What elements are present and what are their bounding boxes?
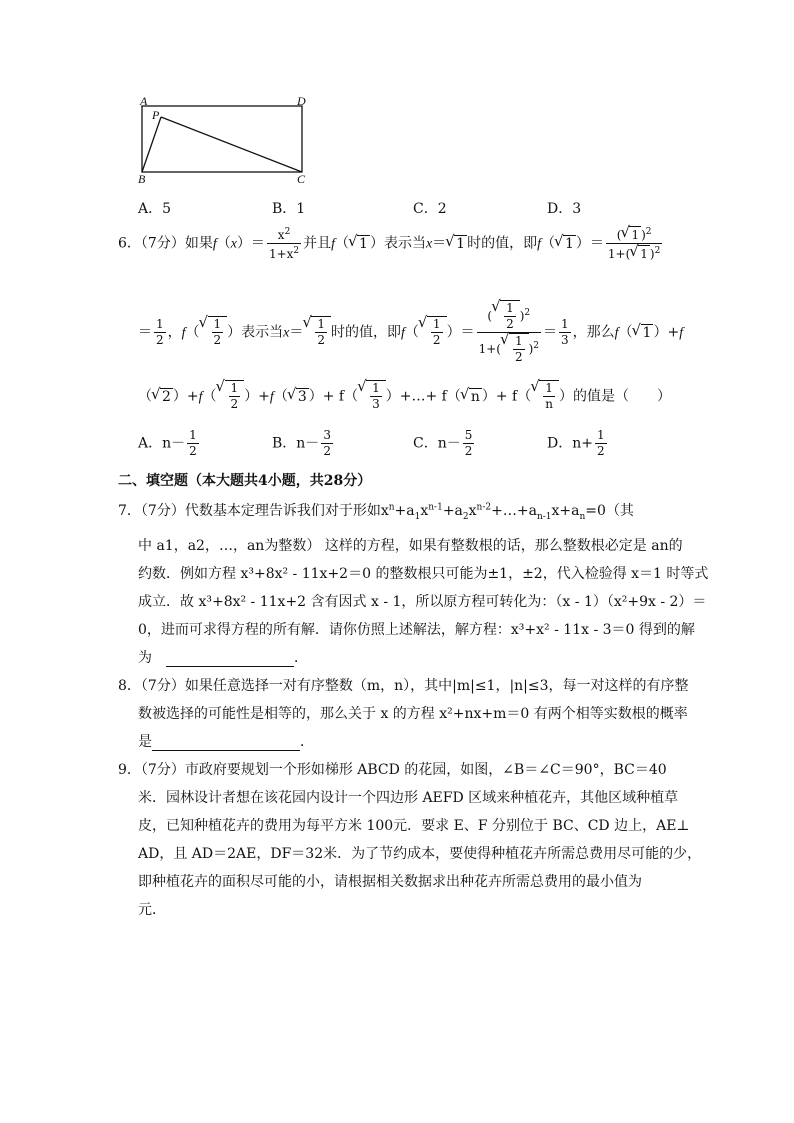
q7-line6: 为 ． [138,650,308,666]
q5-option-d: D．3 [547,201,582,217]
section-heading-fill-in: 二、填空题（本大题共4小题，共28分） [118,473,372,489]
q6-line3-tail: 的值是（ ） [572,388,671,405]
q5-option-a: A．5 [138,201,172,217]
vertex-label-c: C [297,172,306,186]
q6-f1-fraction: $\frac{(√ 1 )^2}{1+(√ 1 )^2}$ [606,225,662,262]
geometry-figure [130,92,320,196]
q7-line5: 0，进而可求得方程的所有解．请你仿照上述解法，解方程：x³+x² - 11x - 3＝0 得到的解 [138,622,695,638]
segment-pb [142,117,161,172]
q6-option-b-label: B．n－ [272,435,320,452]
q9-line4: AD，且 AD＝2AE，DF＝32米．为了节约成本，要使得种植花卉所需总费用尽可能的少， [138,846,702,862]
q6-text-1: 并且 [303,235,332,252]
q7-answer-blank[interactable] [166,652,294,667]
q8-answer-blank[interactable] [152,736,300,751]
q5-option-b: B．1 [272,201,306,217]
q6-option-c-label: C．n－ [413,435,461,452]
q9-line3: 皮，已知种植花卉的费用为每平方米 100元．要求 E、F 分别位于 BC、CD 边上，AE⊥ [138,818,690,834]
q9-line1: 9．（7分）市政府要规划一个形如梯形 ABCD 的花园，如图，∠B＝∠C＝90°，BC＝40 [118,762,667,778]
segment-pc [161,117,302,172]
q6-line2-text2: 时的值，即 [331,324,402,341]
q6-line3: （√ 2 ）+f（ √ $\frac{1}{2}$ ）+f（√ 3 ）+ f（ √ $\frac{1}{3}$ ）+…+ f（√ n ）+ f（ √ $\frac{1}{n}$ ）的值是（ ） [138,380,671,412]
q6-line1: 6．（7分）如果f（x）＝ $\frac{x^2}{1+x^2}$ 并且f（√ 1 ）表示当x＝√ 1 时的值，即f（√ 1 ）＝ $\frac{(√ 1 )^2}{1+(√ 1 )^2}$ [118,225,664,262]
q9-line2: 米．园林设计者想在该花园内设计一个四边形 AEFD 区域来种植花卉，其他区域种植草 [138,790,679,806]
q8-line3: 是 ． [138,734,314,750]
q6-line2-tail: ，那么 [572,324,615,341]
q6-line2-text1: 表示当 [241,324,284,341]
q8-line1: 8．（7分）如果任意选择一对有序整数（m，n），其中|m|≤1，|n|≤3，每一对这样的有序整 [118,678,689,694]
q6-prefix: 6．（7分）如果 [118,235,213,252]
point-label-p: P [152,108,160,122]
q8-line3-text: 是 [138,734,152,750]
q6-text-2: 表示当 [383,235,426,252]
q7-line6-text: 为 [138,650,152,666]
rectangle-abcd-diagram [130,92,320,192]
q6-def-fraction: $\frac{x^2}{1+x^2}$ [268,227,300,261]
q8-line2: 数被选择的可能性是相等的，那么关于 x 的方程 x²+nx+m＝0 有两个相等实数根的概率 [138,706,688,722]
vertex-label-a: A [140,94,148,108]
vertex-label-d: D [297,94,306,108]
q6-option-a: A．n－ $\frac{1}{2}$ [138,428,197,458]
q6-option-c: C．n－ $\frac{5}{2}$ [413,428,473,458]
q6-option-d: D．n+ $\frac{1}{2}$ [547,428,605,458]
q7-line2: 中 a1，a2，…，an为整数） 这样的方程，如果有整数根的话，那么整数根必定是 an的 [138,538,683,554]
vertex-label-b: B [138,172,146,186]
q9-line6: 元． [138,902,166,918]
q7-prefix: 7．（7分）代数基本定理告诉我们对于形如 [118,503,381,519]
q6-text-3: 时的值，即 [467,235,538,252]
q9-line5: 即种植花卉的面积尽可能的小，请根据相关数据求出种花卉所需总费用的最小值为 [138,874,642,890]
q7-line4: 成立．故 x³+8x² - 11x+2 含有因式 x - 1，所以原方程可转化为：（x - 1）（x²+9x - 2）＝ [138,594,707,610]
q6-option-a-label: A．n－ [138,435,186,452]
q6-option-d-label: D．n+ [547,435,593,452]
q7-line1: 7．（7分）代数基本定理告诉我们对于形如$x^n+a_1x^{n-1}+a_2x^{n-2}+\dots+a_{n-1}x+a_n=0$（其 [118,502,634,522]
q6-option-b: B．n－ $\frac{3}{2}$ [272,428,331,458]
q5-option-c: C．2 [413,201,447,217]
q6-line2: ＝ $\frac{1}{2}$ ，f（ √ $\frac{1}{2}$ ）表示当x＝ √ $\frac{1}{2}$ 时的值，即f（ √ $\frac{1}{2}$ ）＝ ( √ $\frac{1}{2}$ )$^2$ 1+( √ $\frac{1}{2}$ )$^2$ ＝ $\frac{1}{3}$ ，那么f（√ 1 ）+f [138,300,683,365]
q6-fhalf-fraction: ( √ $\frac{1}{2}$ )$^2$ 1+( √ $\frac{1}{2}$ )$^2$ [477,300,541,365]
q7-suffix: （其 [605,503,634,519]
q7-line3: 约数．例如方程 x³+8x² - 11x+2＝0 的整数根只可能为±1，±2，代入检验得 x＝1 时等式 [138,566,709,582]
